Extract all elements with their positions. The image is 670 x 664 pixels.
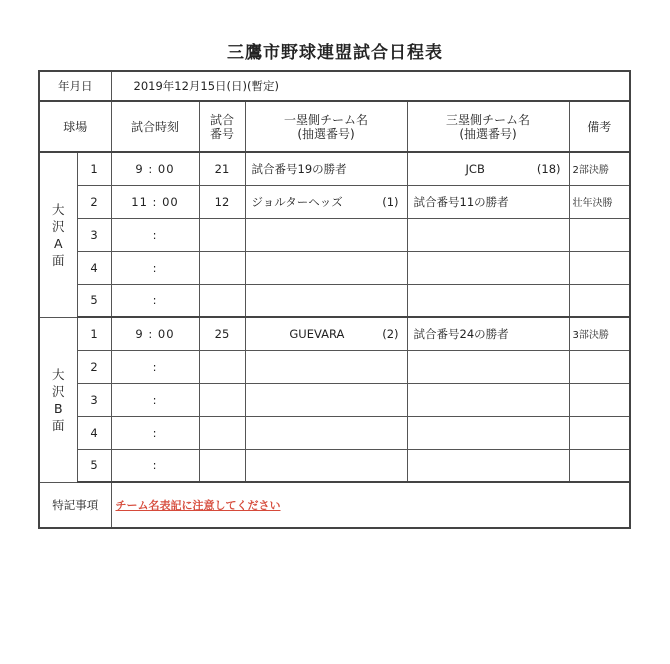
notes-text: チーム名表記に注意してください	[115, 499, 281, 512]
game-number: 12	[199, 185, 245, 218]
first-base-team	[245, 284, 407, 317]
game-number	[199, 416, 245, 449]
table-row	[39, 449, 630, 482]
first-base-team	[245, 449, 407, 482]
venue-name-char: A	[53, 235, 63, 251]
remark	[569, 350, 630, 383]
remark	[569, 383, 630, 416]
slot-number: 4	[77, 416, 111, 449]
notes-cell	[111, 482, 630, 528]
game-number: 21	[199, 152, 245, 185]
third-base-team	[407, 416, 569, 449]
first-base-team	[245, 152, 407, 185]
header-game-number-line1: 試合	[209, 112, 234, 127]
remark: 壮年決勝	[569, 185, 630, 218]
third-base-team-name: 試合番号24の勝者	[413, 326, 509, 341]
header-venue: 球場	[39, 101, 111, 152]
third-base-team	[407, 152, 569, 185]
date-label: 年月日	[39, 71, 111, 101]
notes-row	[39, 482, 630, 528]
game-time: :	[111, 350, 199, 383]
venue-name-char: 大	[51, 201, 65, 217]
game-number	[199, 350, 245, 383]
venue-name-char: 大	[51, 366, 65, 382]
game-time: :	[111, 284, 199, 317]
third-base-team	[407, 218, 569, 251]
third-base-lottery-number: (18)	[536, 161, 561, 176]
third-base-team	[407, 251, 569, 284]
venue-name-char: 面	[51, 417, 65, 433]
date-value: 2019年12月15日(日)(暫定)	[111, 71, 630, 101]
first-base-team	[245, 185, 407, 218]
game-time: 11 : 00	[111, 185, 199, 218]
third-base-team	[407, 185, 569, 218]
third-base-team	[407, 284, 569, 317]
third-base-team	[407, 350, 569, 383]
first-base-lottery-number: (2)	[382, 326, 399, 341]
venue-name-char: B	[53, 400, 63, 416]
table-row	[39, 251, 630, 284]
date-row	[39, 71, 630, 101]
schedule-table	[38, 70, 631, 529]
remark	[569, 251, 630, 284]
first-base-team	[245, 218, 407, 251]
game-time: 9 : 00	[111, 317, 199, 350]
table-row	[39, 284, 630, 317]
game-number	[199, 251, 245, 284]
first-base-team	[245, 251, 407, 284]
header-first-base-line2: (抽選番号)	[297, 126, 355, 141]
game-number	[199, 449, 245, 482]
game-time: :	[111, 251, 199, 284]
first-base-team-name: GUEVARA	[289, 326, 345, 341]
slot-number: 1	[77, 152, 111, 185]
first-base-team	[245, 350, 407, 383]
slot-number: 5	[77, 284, 111, 317]
slot-number: 5	[77, 449, 111, 482]
table-row	[39, 416, 630, 449]
venue-name-char: 面	[51, 252, 65, 268]
first-base-team-name: ジョルターヘッズ	[251, 194, 343, 209]
table-row	[39, 218, 630, 251]
header-game-number	[199, 101, 245, 152]
header-first-base-team	[245, 101, 407, 152]
third-base-team	[407, 317, 569, 350]
header-third-base-line2: (抽選番号)	[459, 126, 517, 141]
header-remarks: 備考	[569, 101, 630, 152]
third-base-team	[407, 383, 569, 416]
game-time: :	[111, 449, 199, 482]
first-base-team-name: 試合番号19の勝者	[251, 161, 347, 176]
slot-number: 4	[77, 251, 111, 284]
header-time: 試合時刻	[111, 101, 199, 152]
game-number: 25	[199, 317, 245, 350]
slot-number: 1	[77, 317, 111, 350]
game-time: :	[111, 416, 199, 449]
game-time: :	[111, 218, 199, 251]
venue-name	[39, 317, 77, 482]
venue-name-char: 沢	[51, 218, 65, 234]
third-base-team-name: JCB	[465, 161, 485, 176]
remark	[569, 218, 630, 251]
header-game-number-line2: 番号	[209, 126, 234, 141]
first-base-team	[245, 317, 407, 350]
table-row	[39, 350, 630, 383]
header-third-base-team	[407, 101, 569, 152]
game-number	[199, 218, 245, 251]
game-time: :	[111, 383, 199, 416]
document-title: 三鷹市野球連盟試合日程表	[227, 43, 443, 63]
table-row	[39, 152, 630, 185]
game-number	[199, 284, 245, 317]
remark: 3部決勝	[569, 317, 630, 350]
first-base-team	[245, 383, 407, 416]
venue-name	[39, 152, 77, 317]
remark	[569, 416, 630, 449]
game-time: 9 : 00	[111, 152, 199, 185]
header-first-base-line1: 一塁側チーム名	[283, 112, 368, 127]
remark	[569, 449, 630, 482]
first-base-lottery-number: (1)	[382, 194, 399, 209]
slot-number: 3	[77, 218, 111, 251]
game-number	[199, 383, 245, 416]
header-row	[39, 101, 630, 152]
header-third-base-line1: 三塁側チーム名	[445, 112, 530, 127]
slot-number: 2	[77, 350, 111, 383]
table-row	[39, 185, 630, 218]
table-row	[39, 383, 630, 416]
venue-name-char: 沢	[51, 383, 65, 399]
remark: 2部決勝	[569, 152, 630, 185]
notes-label: 特記事項	[39, 482, 111, 528]
third-base-team	[407, 449, 569, 482]
remark	[569, 284, 630, 317]
table-row	[39, 317, 630, 350]
slot-number: 3	[77, 383, 111, 416]
first-base-team	[245, 416, 407, 449]
slot-number: 2	[77, 185, 111, 218]
third-base-team-name: 試合番号11の勝者	[413, 194, 509, 209]
